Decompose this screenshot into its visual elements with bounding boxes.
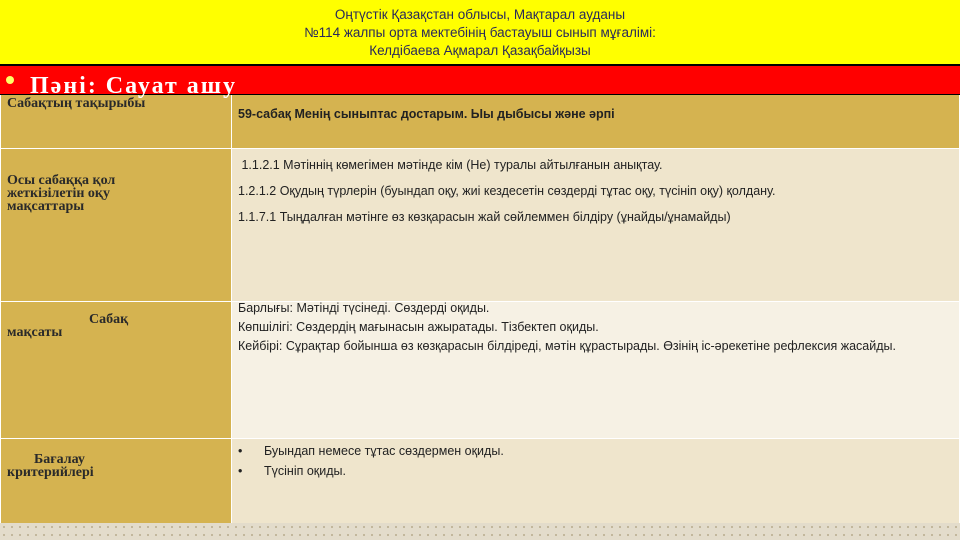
goals-label-line-1: Сабақ bbox=[89, 312, 129, 327]
objectives-label-line-3: мақсаттары bbox=[7, 199, 85, 214]
criteria-list bbox=[232, 439, 959, 478]
goal-item-some: Кейбірі: Сұрақтар бойынша өз көзқарасын білдіреді, мәтін құрастырады. Өзінің іс-әрекетіне рефлексия жасайды. bbox=[238, 339, 896, 353]
subject-title: Пәні: Сауат ашу bbox=[30, 73, 238, 99]
header-line-region: Оңтүстік Қазақстан облысы, Мақтарал ауданы bbox=[334, 7, 626, 22]
objectives-label-line-1: Осы сабаққа қол bbox=[7, 173, 116, 188]
bullet-icon: • bbox=[238, 444, 243, 458]
table-row-objectives bbox=[1, 149, 960, 302]
bullet-icon bbox=[6, 76, 14, 84]
table-row-goals bbox=[1, 302, 960, 439]
objective-item: 1.1.7.1 Тыңдалған мәтінге өз көзқарасын жай сөйлеммен білдіру (ұнайды/ұнамайды) bbox=[238, 210, 731, 224]
criteria-label bbox=[1, 439, 231, 479]
subject-bar bbox=[0, 64, 960, 99]
goal-item-most: Көпшілігі: Сөздердің мағынасын ажыратады. Тізбектеп оқиды. bbox=[238, 320, 599, 334]
list-item bbox=[238, 444, 959, 458]
criteria-label-line-2: критерийлері bbox=[7, 465, 94, 480]
objectives-label-cell bbox=[1, 149, 232, 302]
goals-content-cell bbox=[232, 302, 960, 439]
lesson-plan-table bbox=[0, 80, 960, 524]
criteria-label-line-1: Бағалау bbox=[34, 452, 85, 467]
goals-label bbox=[1, 302, 231, 339]
objectives-content-cell bbox=[232, 149, 960, 302]
goals-label-cell bbox=[1, 302, 232, 439]
objective-item: 1.1.2.1 Мәтіннің көмегімен мәтінде кім (Не) туралы айтылғанын анықтау. bbox=[238, 158, 663, 172]
table-row-criteria bbox=[1, 439, 960, 524]
header-banner bbox=[0, 0, 960, 64]
objective-item: 1.2.1.2 Оқудың түрлерін (буындап оқу, жиі кездесетін сөздерді тұтас оқу, түсініп оқу) қолдану. bbox=[238, 184, 776, 198]
criteria-label-cell bbox=[1, 439, 232, 524]
criteria-item: Түсініп оқиды. bbox=[264, 464, 346, 478]
criteria-content-cell bbox=[232, 439, 960, 524]
goals-list bbox=[232, 302, 959, 353]
goals-label-line-2: мақсаты bbox=[7, 325, 63, 340]
topic-text: 59-сабақ Менің сыныптас достарым. Ыы дыбысы және әрпі bbox=[238, 107, 615, 121]
decorative-dotted-band bbox=[0, 523, 960, 540]
list-item bbox=[238, 464, 959, 478]
objectives-label bbox=[1, 149, 231, 213]
topic-label: Сабақтың тақырыбы bbox=[7, 96, 146, 111]
header-line-teacher: Келдібаева Ақмарал Қазақбайқызы bbox=[369, 43, 591, 58]
objectives-list bbox=[232, 149, 959, 224]
objectives-label-line-2: жеткізілетін оқу bbox=[7, 186, 110, 201]
header-line-school: №114 жалпы орта мектебінің бастауыш сынып мұғалімі: bbox=[304, 25, 656, 40]
bullet-icon: • bbox=[238, 464, 243, 478]
goal-item-all: Барлығы: Мәтінді түсінеді. Сөздерді оқиды. bbox=[238, 301, 490, 315]
criteria-item: Буындап немесе тұтас сөздермен оқиды. bbox=[264, 444, 504, 458]
